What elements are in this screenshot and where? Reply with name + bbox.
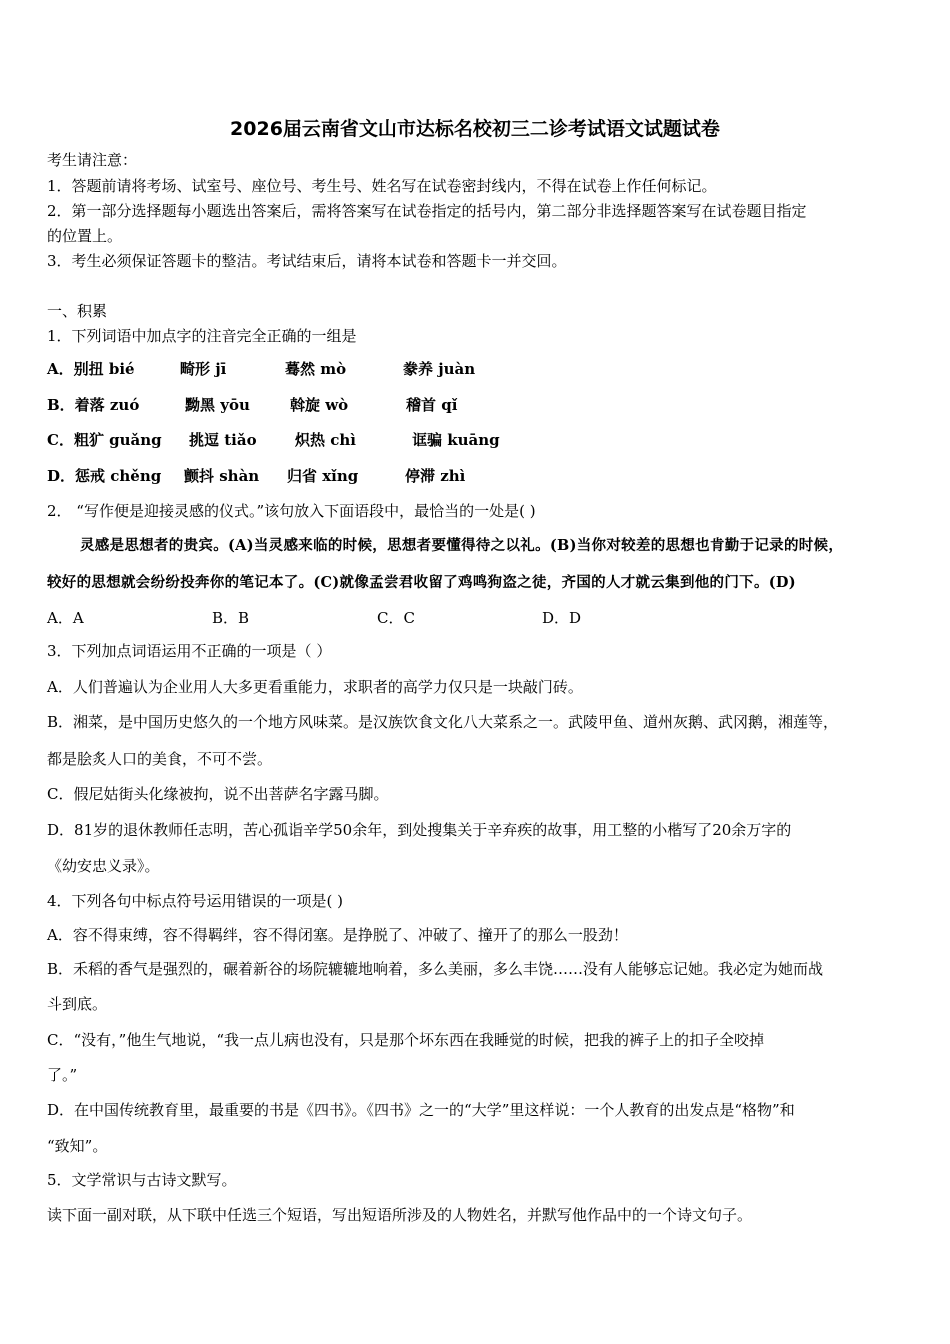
- q1-option-d-4: 停滞 zhì: [405, 467, 466, 485]
- q3-option-a: A．人们普遍认为企业用人大多更看重能力，求职者的高学力仅只是一块敲门砖。: [47, 678, 583, 696]
- section-heading: 一、积累: [47, 302, 108, 320]
- q4-option-a: A．容不得束缚，容不得羁绊，容不得闭塞。是挣脱了、冲破了、撞开了的那么一股劲！: [47, 926, 628, 944]
- note-1: 1．答题前请将考场、试室号、座位号、考生号、姓名写在试卷密封线内，不得在试卷上作任何标记。: [47, 177, 717, 195]
- note-3: 3．考生必须保证答题卡的整洁。考试结束后，请将本试卷和答题卡一并交回。: [47, 252, 567, 270]
- q4-option-b: B．禾稻的香气是强烈的，碾着新谷的场院辘辘地响着，多么美丽，多么丰饶……没有人能够忘记她。我必定为她而战: [47, 960, 824, 978]
- q2-passage-line-2: 较好的思想就会纷纷投奔你的笔记本了。(C)就像孟尝君收留了鸡鸣狗盗之徒，齐国的人才就云集到他的门下。(D): [47, 574, 796, 591]
- notes-heading: 考生请注意：: [47, 151, 138, 169]
- q1-option-d-1: D．惩戒 chěng: [47, 467, 162, 485]
- q2-stem: 2． “写作便是迎接灵感的仪式。”该句放入下面语段中，最恰当的一处是( ): [47, 502, 536, 520]
- q1-option-a-2: 畸形 jī: [180, 360, 227, 378]
- q2-option-b: B．B: [212, 609, 250, 627]
- q1-option-b-1: B．着落 zuó: [47, 396, 140, 414]
- q3-stem: 3．下列加点词语运用不正确的一项是（ ）: [47, 642, 332, 660]
- q1-option-c-4: 诓骗 kuāng: [412, 431, 500, 449]
- q2-option-c: C．C: [377, 609, 415, 627]
- q3-option-d: D．81岁的退休教师任志明，苦心孤诣辛学50余年，到处搜集关于辛弃疾的故事，用工整的小楷写了20余万字的: [47, 821, 792, 839]
- q1-option-b-4: 稽首 qǐ: [406, 396, 458, 414]
- q4-option-c: C．“没有，”他生气地说，“我一点儿病也没有，只是那个坏东西在我睡觉的时候，把我的裤子上的扣子全咬掉: [47, 1031, 764, 1049]
- note-2-cont: 的位置上。: [47, 227, 123, 245]
- q3-option-d-cont: 《幼安忠义录》。: [47, 857, 160, 875]
- q1-option-b-2: 黝黑 yōu: [185, 396, 250, 414]
- q1-option-c-2: 挑逗 tiǎo: [189, 431, 257, 449]
- q2-passage-line-1: 灵感是思想者的贵宾。(A)当灵感来临的时候，思想者要懂得待之以礼。(B)当你对较差的思想也肯勤于记录的时候，: [80, 537, 844, 554]
- q3-option-b: B．湘菜，是中国历史悠久的一个地方风味菜。是汉族饮食文化八大菜系之一。武陵甲鱼、道州灰鹅、武冈鹅，湘莲等，: [47, 713, 839, 731]
- q1-option-c-1: C．粗犷 guǎng: [47, 431, 162, 449]
- q2-option-a: A．A: [47, 609, 84, 627]
- q1-stem: 1．下列词语中加点字的注音完全正确的一组是: [47, 327, 357, 345]
- q1-option-d-2: 颤抖 shàn: [184, 467, 260, 485]
- q1-option-c-3: 炽热 chì: [295, 431, 356, 449]
- q4-option-d-cont: “致知”。: [47, 1137, 108, 1155]
- q1-option-a-3: 蓦然 mò: [285, 360, 347, 378]
- q1-option-d-3: 归省 xǐng: [287, 467, 359, 485]
- q1-option-a-4: 豢养 juàn: [403, 360, 476, 378]
- q4-option-d: D．在中国传统教育里，最重要的书是《四书》。《四书》之一的“大学”里这样说：一个人教育的出发点是“格物”和: [47, 1101, 795, 1119]
- q4-option-b-cont: 斗到底。: [47, 995, 108, 1013]
- q5-stem: 5．文学常识与古诗文默写。: [47, 1171, 237, 1189]
- q4-option-c-cont: 了。”: [47, 1066, 78, 1084]
- q4-stem: 4．下列各句中标点符号运用错误的一项是( ): [47, 892, 344, 910]
- note-2: 2．第一部分选择题每小题选出答案后，需将答案写在试卷指定的括号内，第二部分非选择题答案写在试卷题目指定: [47, 202, 807, 220]
- q3-option-c: C．假尼姑街头化缘被拘，说不出菩萨名字露马脚。: [47, 785, 389, 803]
- q2-option-d: D．D: [542, 609, 582, 627]
- page-title: 2026届云南省文山市达标名校初三二诊考试语文试题试卷: [230, 118, 720, 140]
- q1-option-a-1: A．别扭 bié: [47, 360, 135, 378]
- q3-option-b-cont: 都是脍炙人口的美食，不可不尝。: [47, 750, 273, 768]
- q5-instruction: 读下面一副对联，从下联中任选三个短语，写出短语所涉及的人物姓名，并默写他作品中的一个诗文句子。: [47, 1206, 753, 1224]
- q1-option-b-3: 斡旋 wò: [290, 396, 349, 414]
